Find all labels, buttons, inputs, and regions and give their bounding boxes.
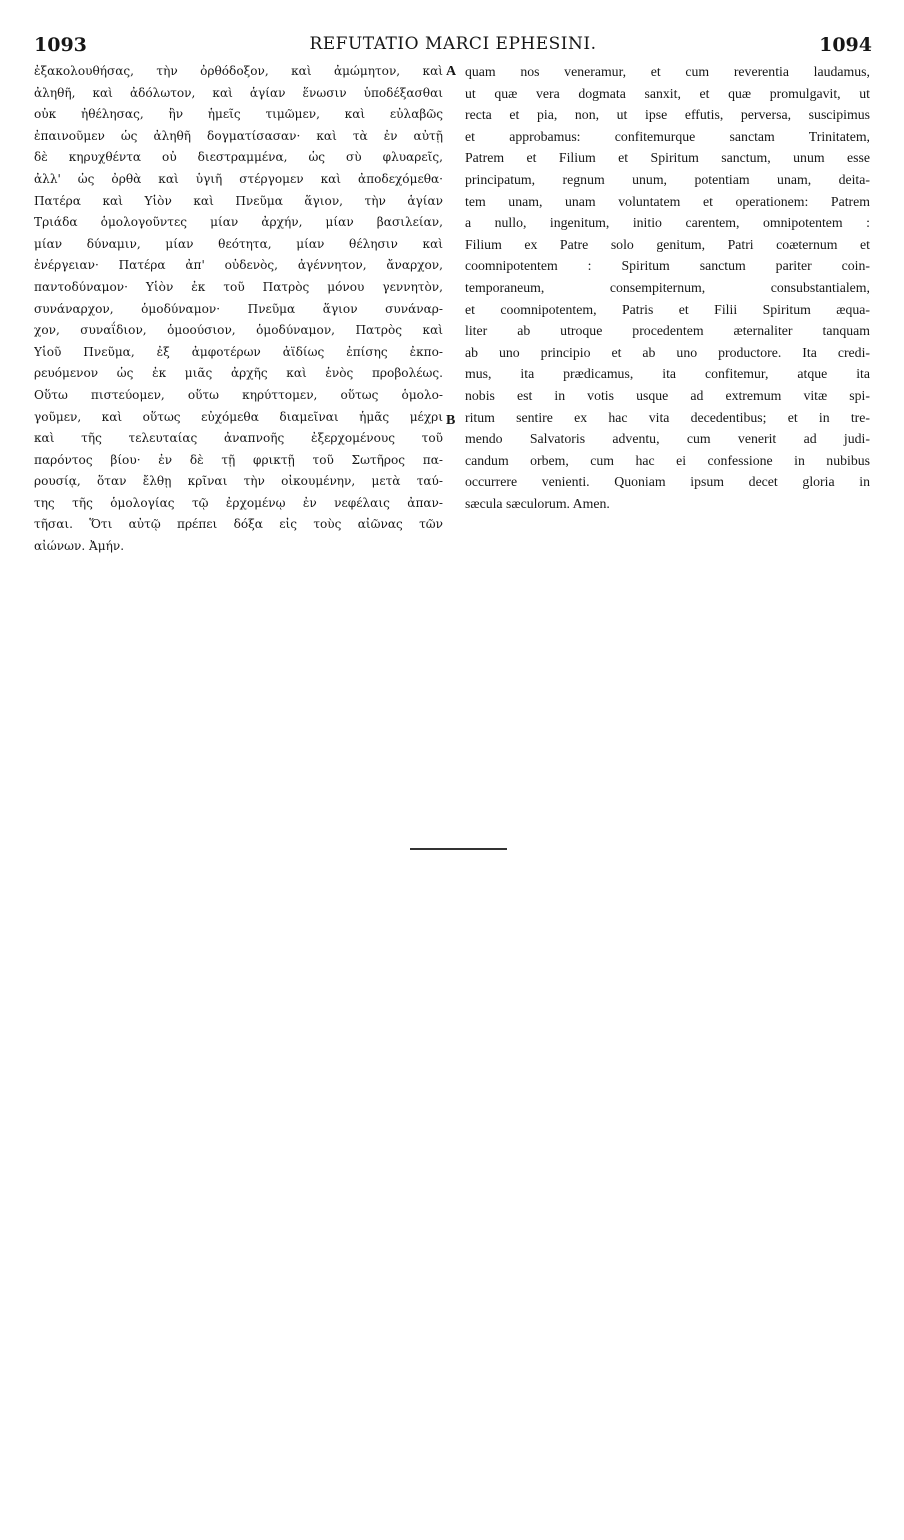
latin-text-line: candum orbem, cum hac ei confessione in nubibus — [465, 452, 870, 468]
greek-text-line: ἐπαινοῦμεν ὡς ἀληθῆ δογματίσασαν· καὶ τὰ ἐν αὐτῇ — [34, 128, 443, 143]
greek-text-line: Πατέρα καὶ Υἱὸν καὶ Πνεῦμα ἅγιον, τὴν ἁγίαν — [34, 193, 443, 208]
greek-text-line: τῆσαι. Ὅτι αὐτῷ πρέπει δόξα εἰς τοὺς αἰῶνας τῶν — [34, 517, 443, 532]
greek-text-line: δὲ κηρυχθέντα οὐ διεστραμμένα, ὡς σὺ φλυαρεῖς, — [34, 150, 443, 165]
latin-text-line: ritum sentire ex hac vita decedentibus; et in tre- — [465, 409, 870, 425]
page-number-right: 1094 — [819, 34, 872, 56]
greek-text-line: ἐξακολουθήσας, τὴν ὀρθόδοξον, καὶ ἀμώμητον, καὶ — [34, 64, 443, 78]
latin-text-line: temporaneum, consempiternum, consubstantialem, — [465, 279, 870, 295]
latin-text-line: recta et pia, non, ut ipse effutis, perversa, suscipimus — [465, 107, 870, 123]
section-marker-b: B — [446, 413, 456, 428]
greek-text-line: ρουσίᾳ, ὅταν ἔλθῃ κρῖναι τὴν οἰκουμένην, μετὰ ταύ- — [34, 474, 443, 489]
latin-text-line: occurrere venienti. Quoniam ipsum decet gloria in — [465, 474, 870, 490]
latin-text-line: et approbamus: confitemurque sanctam Trinitatem, — [465, 128, 870, 144]
latin-text-line: sæcula sæculorum. Amen. — [465, 495, 610, 511]
greek-text-line: συνάναρχον, ὁμοδύναμον· Πνεῦμα ἅγιον συνάναρ- — [34, 301, 443, 316]
latin-text-line: nobis est in votis usque ad extremum vitæ spi- — [465, 387, 870, 403]
greek-text-line: Υἱοῦ Πνεῦμα, ἐξ ἀμφοτέρων ἀϊδίως ἐπίσης ἐκπο- — [34, 344, 443, 359]
latin-text-line: tem unam, unam voluntatem et operationem: Patrem — [465, 193, 870, 209]
latin-text-line: Patrem et Filium et Spiritum sanctum, unum esse — [465, 150, 870, 166]
greek-text-line: Οὕτω πιστεύομεν, οὕτω κηρύττομεν, οὕτως ὁμολο- — [34, 387, 443, 402]
latin-text-line: et coomnipotentem, Patris et Filii Spiritum æqua- — [465, 301, 870, 317]
latin-text-line: principatum, regnum unum, potentiam unam, deita- — [465, 171, 870, 187]
greek-text-line: οὐκ ἠθέλησας, ἣν ἡμεῖς τιμῶμεν, καὶ εὐλαβῶς — [34, 107, 443, 122]
running-title: REFUTATIO MARCI EPHESINI. — [309, 34, 597, 54]
latin-text-line: ab uno principio et ab uno productore. Ita credi- — [465, 344, 870, 360]
latin-text-line: liter ab utroque procedentem æternaliter tanquam — [465, 323, 870, 339]
greek-text-line: ἀληθῆ, καὶ ἀδόλωτον, καὶ ἁγίαν ἕνωσιν ὑποδέξασθαι — [34, 85, 443, 100]
greek-text-line: της τῆς ὁμολογίας τῷ ἐρχομένῳ ἐν νεφέλαις ἀπαν- — [34, 495, 443, 510]
greek-text-line: ρευόμενον ὡς ἐκ μιᾶς ἀρχῆς καὶ ἑνὸς προβολέως. — [34, 366, 443, 381]
latin-text-line: coomnipotentem : Spiritum sanctum pariter coin- — [465, 258, 870, 274]
section-marker-a: A — [446, 64, 457, 79]
greek-text-line: μίαν δύναμιν, μίαν θεότητα, μίαν θέλησιν καὶ — [34, 236, 443, 251]
greek-text-line: παντοδύναμον· Υἱὸν ἐκ τοῦ Πατρὸς μόνου γεννητὸν, — [34, 279, 443, 294]
greek-text-line: ἀλλ' ὡς ὀρθὰ καὶ ὑγιῆ στέργομεν καὶ ἀποδεχόμεθα· — [34, 171, 443, 186]
latin-column — [465, 61, 870, 514]
greek-text-line: αἰώνων. Ἀμήν. — [34, 539, 125, 554]
latin-text-line: mus, ita prædicamus, ita confitemur, atque ita — [465, 366, 870, 382]
end-rule — [410, 848, 507, 850]
latin-text-line: ut quæ vera dogmata sanxit, et quæ promulgavit, ut — [465, 85, 870, 101]
greek-text-line: παρόντος βίου· ἐν δὲ τῇ φρικτῇ τοῦ Σωτῆρος πα- — [34, 452, 443, 467]
latin-text-line: Filium ex Patre solo genitum, Patri coæternum et — [465, 236, 870, 252]
greek-column — [34, 61, 443, 558]
greek-text-line: χον, συναΐδιον, ὁμοούσιον, ὁμοδύναμον, Πατρὸς καὶ — [34, 323, 443, 338]
greek-text-line: γοῦμεν, καὶ οὕτως εὐχόμεθα διαμεῖναι ἡμᾶς μέχρι — [34, 409, 443, 424]
latin-text-line: quam nos veneramur, et cum reverentia laudamus, — [465, 64, 870, 79]
page-number-left: 1093 — [34, 34, 87, 56]
latin-text-line: mendo Salvatoris adventu, cum venerit ad judi- — [465, 431, 870, 447]
page-header — [34, 34, 872, 60]
greek-text-line: καὶ τῆς τελευταίας ἀναπνοῆς ἐξερχομένους τοῦ — [34, 431, 443, 446]
latin-text-line: a nullo, ingenitum, initio carentem, omnipotentem : — [465, 215, 870, 231]
greek-text-line: ἐνέργειαν· Πατέρα ἀπ' οὐδενὸς, ἀγέννητον, ἄναρχον, — [34, 258, 443, 273]
greek-text-line: Τριάδα ὁμολογοῦντες μίαν ἀρχήν, μίαν βασιλείαν, — [34, 215, 443, 230]
